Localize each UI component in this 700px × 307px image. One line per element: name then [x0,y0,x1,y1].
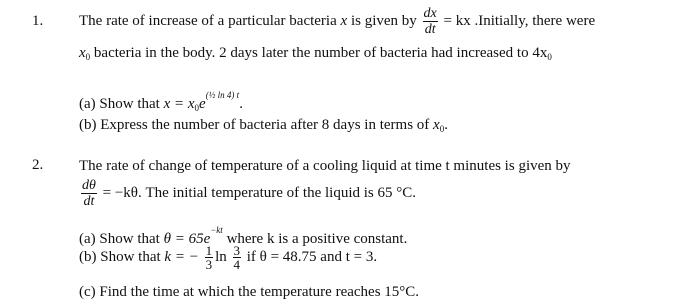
question-2-line-1: The rate of change of temperature of a cooling liquid at time t minutes is given by [79,158,571,174]
derivative-dx-dt: $\frac{dx}{dt}$ [423,6,437,37]
derivative-dtheta-dt: $\frac{d\theta}{dt}$ [82,178,96,209]
question-2-line-2: $\frac{d\theta}{dt}$ = −kθ. The initial temperature of the liquid is 65 °C. [82,178,417,209]
question-number: 2. [32,157,44,173]
question-1-line-1: The rate of increase of a particular bacteria x is given by $\frac{dx}{dt}$ = kx .Initially, there were [79,6,596,37]
question-2-part-c: (c) Find the time at which the temperature reaches 15°C. [79,284,420,300]
fraction-one-third: $\frac{1}{3}$ [205,243,213,272]
question-1-part-b: (b) Express the number of bacteria after 8 days in terms of $x_0$. [79,117,448,134]
question-number: 1. [32,13,44,29]
fraction-three-quarters: $\frac{3}{4}$ [233,243,240,272]
question-2-part-a: (a) Show that θ = 65e−kt where k is a positive constant. [79,221,407,248]
question-1-line-2: $x_0$ bacteria in the body. 2 days later the number of bacteria had increased to $4x_0$ [79,45,552,62]
question-1-part-a: (a) Show that $x = x_0e(\frac{1}{2}$ ln 4) t. [79,86,243,117]
exponent: (½ ln 4) t [205,90,240,100]
question-2-part-b: (b) Show that k = − $\frac{1}{3}$ ln $\frac{3}{4}$ if θ = 48.75 and t = 3. [79,243,378,272]
exponent: −kt [210,225,223,235]
